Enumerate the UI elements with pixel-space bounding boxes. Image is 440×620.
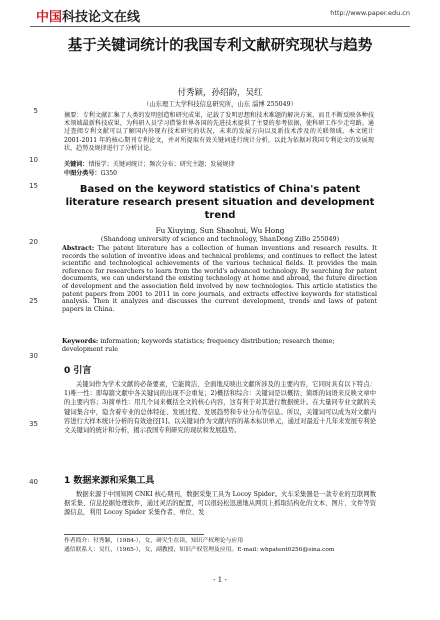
authors-cn: 付秀颖，孙绍韵，吴红 <box>177 88 263 98</box>
line-number: 25 <box>29 297 38 305</box>
abstract-en <box>62 245 377 313</box>
footnote-contact-label: 通信联系人： <box>64 547 99 553</box>
line-number: 10 <box>29 156 38 164</box>
abstract-en-text: The patent literature has a collection of human inventions and research results. It records the solution of inventive ideas and technical problems, and continues to reflect the latest scientific and technological achievements of the various technical fields. It provides the main reference for researchers to learn from the world's advanced technology. By searching for patent documents, we can understand the existing technology at home and abroad, the future direction of development and the association field involved by new technologies. This article statistics the patent papers from 2001 to 2011 in core journals, and extracts effective keywords for statistical analysis. Then it analyzes and discusses the current development, trends and laws of patent papers in China. <box>62 245 377 313</box>
logo-text: 科技论文在线 <box>62 10 141 25</box>
line-number: 30 <box>29 352 38 360</box>
abstract-cn: 摘要：专利文献汇集了人类的发明创造和研究成果，记载了发明思想和技术难题的解决方案，而且不断反映各种技术领域最新科技成果，为科研人员学习借鉴世界各国的先进技术提供了主要的参考依据，使科研工作少走弯路。通过查阅专利文献可以了解国内外现有技术研究的状况，未来的发展方向以及新技术涉及的关联领域。本文统计 2001-2011 年的核心期刊专利论文，并对所提取有效关键词进行统计分析，以此为依据对我国专利论文的发展现状、趋势及规律进行了分析讨论。 <box>64 112 374 152</box>
section-heading-intro: 0 引言 <box>64 366 92 376</box>
footnote-contact-text: 吴红，（1965-），女，副教授，知识产权管理及应用。E-mail: whpatent0256@sina.com <box>98 547 335 553</box>
line-number: 40 <box>29 478 38 486</box>
data-paragraph: 数据来源于中国知网 CNKI 核心期刊，数据采集工具为 Locoy Spider。火车采集器是一款专业的互联网数据采集、信息挖掘处理软件，通过灵活的配置，可以很轻松迅速地从网页上抓取结构化的文本、图片、文件等资源信息，利用 Locoy Spider 采集作者、单位、发 <box>64 491 376 517</box>
header-url[interactable]: http://www.paper.edu.cn <box>330 9 410 17</box>
title-cn: 基于关键词统计的我国专利文献研究现状与趋势 <box>67 38 373 54</box>
page-header <box>30 4 410 26</box>
keywords-en <box>62 338 377 353</box>
header-rule <box>30 26 410 27</box>
keywords-en-label: Keywords: <box>62 338 99 345</box>
keywords-cn <box>64 161 374 169</box>
logo-prefix: 中国 <box>36 10 63 25</box>
classification-value: G350 <box>100 170 118 177</box>
line-number: 20 <box>29 238 38 246</box>
footnote-author <box>64 538 384 546</box>
abstract-en-label: Abstract: <box>62 245 95 252</box>
footnote-author-label: 作者简介： <box>64 538 93 544</box>
title-en: Based on the keyword statistics of China's patent literature research present situation and development trend <box>65 184 375 221</box>
footnote-contact <box>64 547 384 555</box>
line-number: 35 <box>29 420 38 428</box>
intro-paragraph: 关键词作为学术文献的必备要素，它能简洁、全面地反映出文献所涉及的主要内容，它同时具有以下特点：1)唯一性：即每篇文献中各关键词的出现不会重复；2)概括和综合：关键词是以概括、简练的词语来反映文章中的主要内容；3)简单性：用几个词来概括全文的核心内容，这有利于对其进行数据统计。在大量同专业文献的关键词集合中，隐含着专业的总体特征、发展过程、发展趋势和专业分布等信息。所以，关键词可以成为对文献内容进行大样本统计分析的有效途径[1]。以关键词作为文献内容的基本标识单元，通过对最近十几年来发展专利论文关键词的统计和分析，揭示我国专利研究的现状和发展趋势。 <box>64 381 376 435</box>
authors-en: Fu Xiuying, Sun Shaohui, Wu Hong <box>155 226 285 235</box>
site-logo <box>36 6 140 25</box>
line-number: 15 <box>29 182 38 190</box>
affiliation-en: (Shandong university of science and technology, ShanDong ZiBo 255049) <box>100 235 340 243</box>
keywords-cn-text: 情报学；关键词统计；频次分布；研究主题；发展规律 <box>88 161 235 168</box>
footnote-rule <box>64 534 204 535</box>
keywords-en-text: information; keywords statistics; frequency distribution; research theme; development rule <box>62 338 335 353</box>
affiliation-cn: （山东理工大学科技信息研究所，山东 淄博 255049） <box>143 101 297 108</box>
keywords-cn-label: 关键词： <box>64 161 89 168</box>
line-number: 5 <box>33 107 38 115</box>
footnote-author-text: 付秀颖，（1984-），女，研究生在读，知识产权理论与应用 <box>93 538 244 544</box>
page-number: - 1 - <box>213 576 227 584</box>
classification-cn <box>64 170 374 178</box>
section-heading-data: 1 数据来源和采集工具 <box>64 476 155 486</box>
classification-label: 中图分类号： <box>64 170 101 177</box>
